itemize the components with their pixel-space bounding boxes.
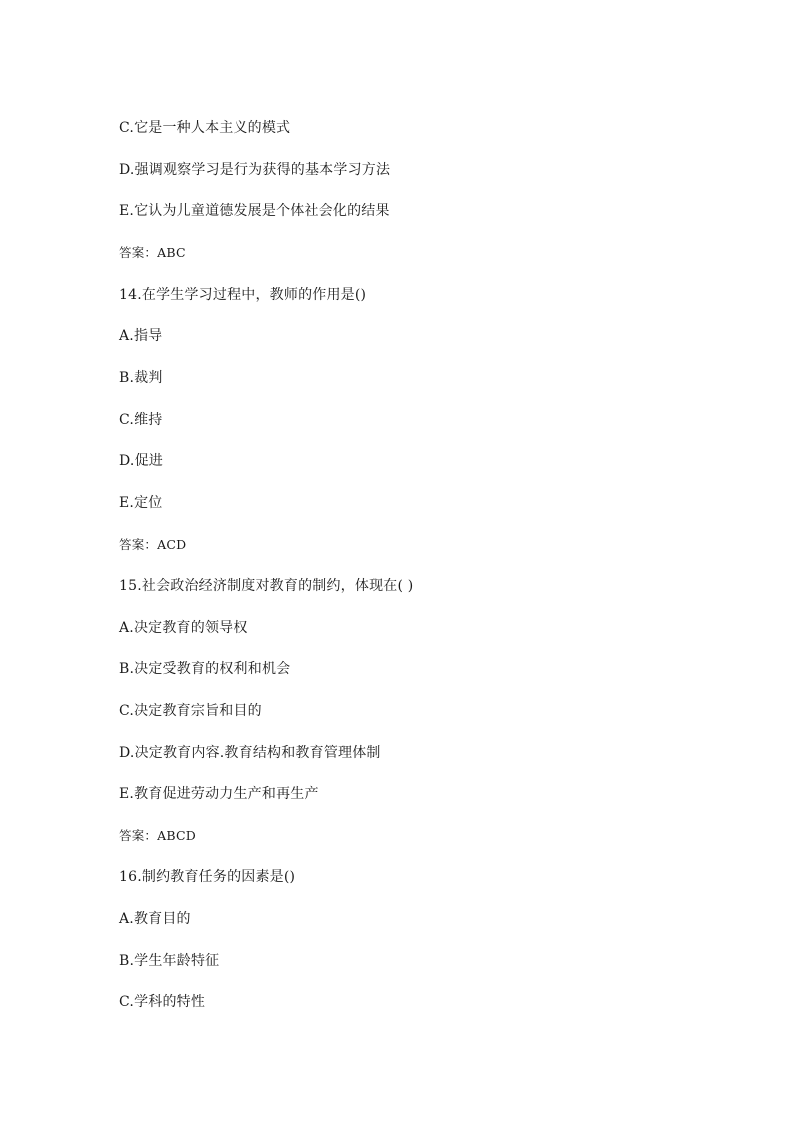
option-d-line: D.决定教育内容.教育结构和教育管理体制 — [119, 745, 381, 761]
option-e-line: E.教育促进劳动力生产和再生产 — [119, 786, 319, 802]
option-d-line: D.强调观察学习是行为获得的基本学习方法 — [119, 162, 391, 178]
question-15: 15.社会政治经济制度对教育的制约，体现在( ) — [119, 578, 414, 594]
answer-line: 答案：ABC — [119, 245, 186, 260]
option-d-line: D.促进 — [119, 453, 163, 469]
option-e-line: E.它认为儿童道德发展是个体社会化的结果 — [119, 203, 390, 219]
option-a-line: A.教育目的 — [119, 911, 191, 927]
option-e-line: E.定位 — [119, 495, 163, 511]
option-c-line: C.它是一种人本主义的模式 — [119, 120, 291, 136]
option-b-line: B.裁判 — [119, 370, 163, 386]
option-a-line: A.指导 — [119, 328, 163, 344]
option-b-line: B.决定受教育的权利和机会 — [119, 661, 291, 677]
answer-line: 答案：ABCD — [119, 828, 196, 843]
answer-line: 答案：ACD — [119, 537, 187, 552]
option-c-line: C.决定教育宗旨和目的 — [119, 703, 262, 719]
question-14: 14.在学生学习过程中，教师的作用是() — [119, 287, 367, 303]
option-c-line: C.学科的特性 — [119, 994, 206, 1010]
question-16: 16.制约教育任务的因素是() — [119, 869, 296, 885]
option-a-line: A.决定教育的领导权 — [119, 620, 248, 636]
option-b-line: B.学生年龄特征 — [119, 953, 220, 969]
option-c-line: C.维持 — [119, 412, 163, 428]
